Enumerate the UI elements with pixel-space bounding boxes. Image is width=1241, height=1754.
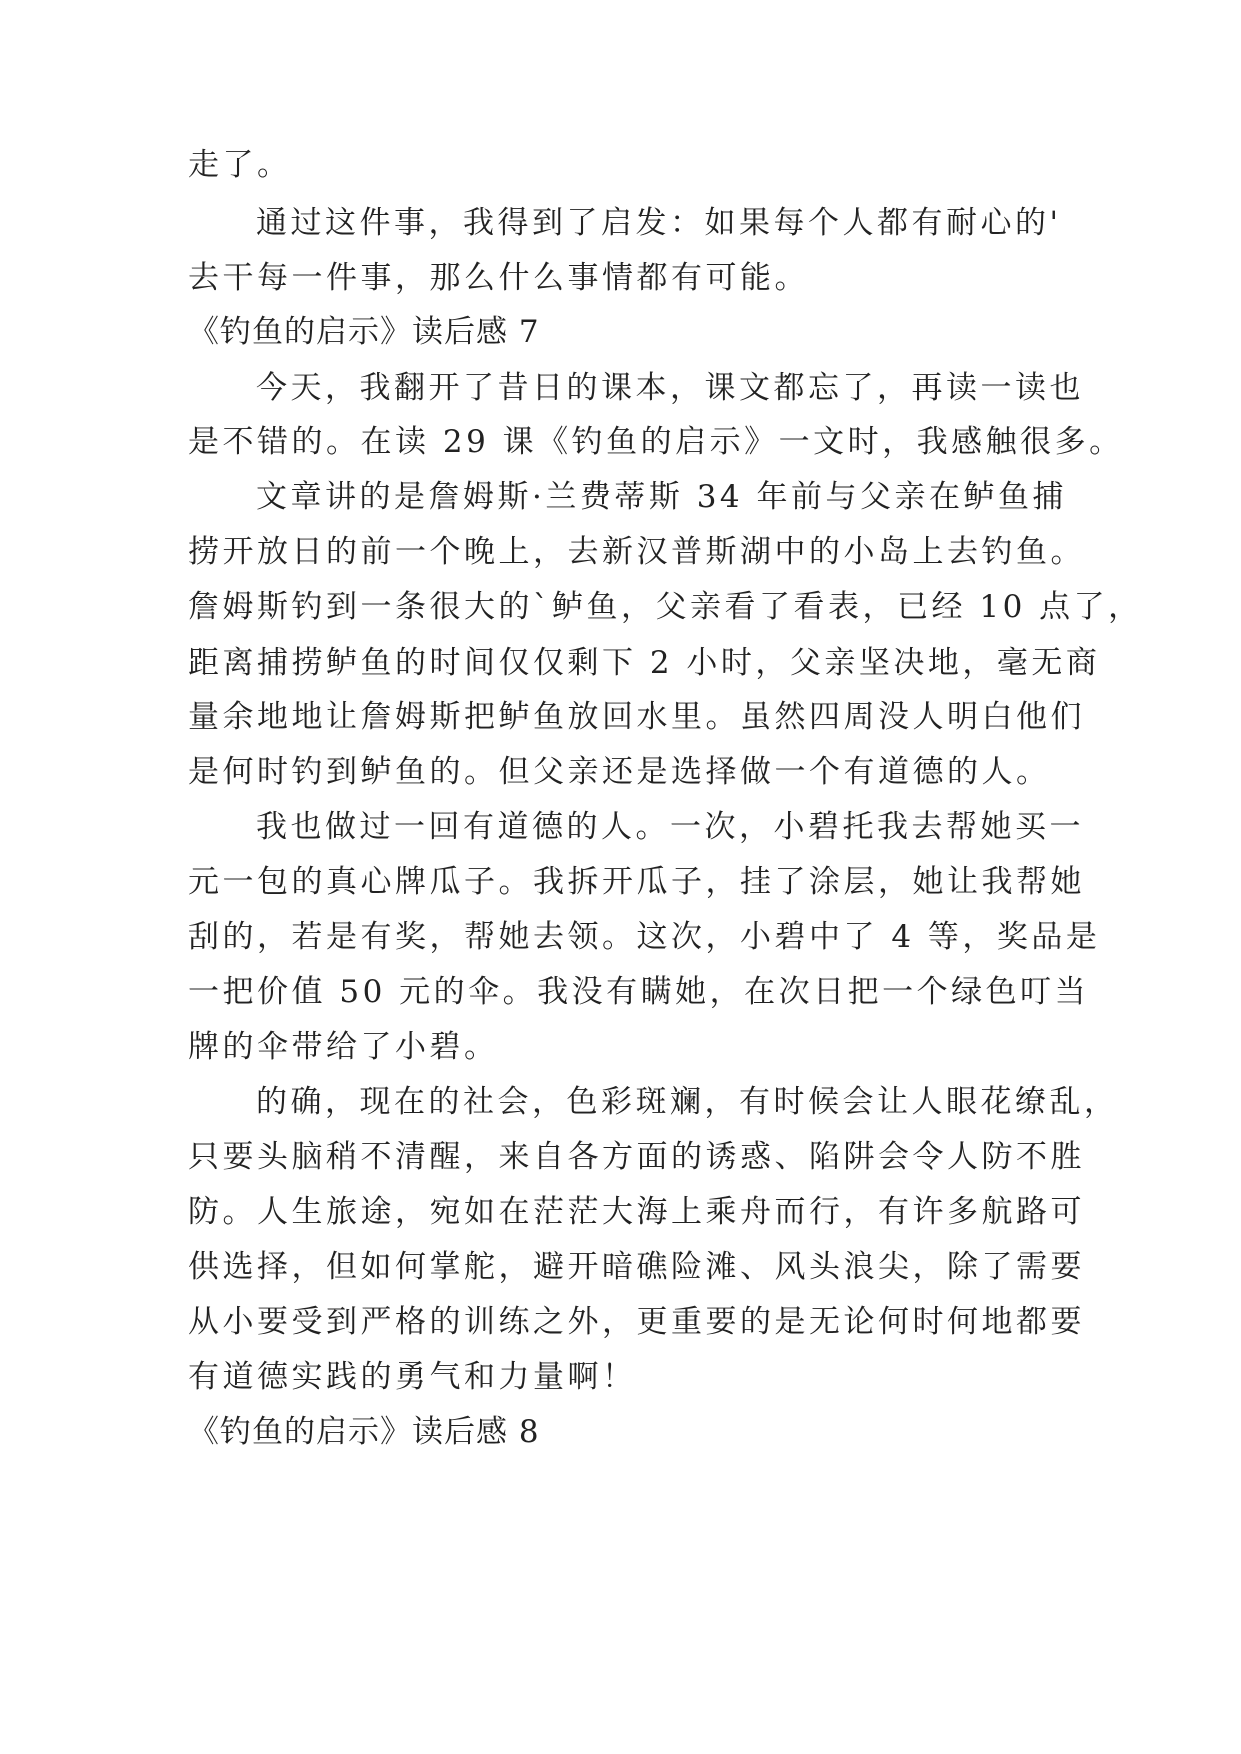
text-line: 防。人生旅途，宛如在茫茫大海上乘舟而行，有许多航路可 <box>188 1194 1085 1230</box>
text-line: 去干每一件事，那么什么事情都有可能。 <box>188 260 809 296</box>
text-line: 从小要受到严格的训练之外，更重要的是无论何时何地都要 <box>188 1304 1085 1340</box>
section-heading: 《钓鱼的启示》读后感 7 <box>188 314 540 350</box>
section-heading: 《钓鱼的启示》读后感 8 <box>188 1414 540 1450</box>
text-line: 牌的伞带给了小碧。 <box>188 1029 499 1065</box>
text-line: 捞开放日的前一个晚上，去新汉普斯湖中的小岛上去钓鱼。 <box>188 534 1085 570</box>
text-line: 是何时钓到鲈鱼的。但父亲还是选择做一个有道德的人。 <box>188 754 1051 790</box>
text-line: 是不错的。在读 29 课《钓鱼的启示》一文时，我感触很多。 <box>188 424 1124 460</box>
text-line: 供选择，但如何掌舵，避开暗礁险滩、风头浪尖，除了需要 <box>188 1249 1085 1285</box>
paragraph-first-line: 的确，现在的社会，色彩斑斓，有时候会让人眼花缭乱， <box>256 1084 1119 1120</box>
text-line: 一把价值 50 元的伞。我没有瞒她，在次日把一个绿色叮当 <box>188 974 1090 1010</box>
text-line: 刮的，若是有奖，帮她去领。这次，小碧中了 4 等，奖品是 <box>188 919 1101 955</box>
text-line: 只要头脑稍不清醒，来自各方面的诱惑、陷阱会令人防不胜 <box>188 1139 1085 1175</box>
paragraph-first-line: 文章讲的是詹姆斯·兰费蒂斯 34 年前与父亲在鲈鱼捕 <box>256 479 1068 515</box>
text-line: 元一包的真心牌瓜子。我拆开瓜子，挂了涂层，她让我帮她 <box>188 864 1085 900</box>
text-line: 詹姆斯钓到一条很大的`鲈鱼，父亲看了看表，已经 10 点了， <box>188 589 1143 625</box>
text-line: 走了。 <box>188 147 292 183</box>
paragraph-first-line: 我也做过一回有道德的人。一次，小碧托我去帮她买一 <box>256 809 1084 845</box>
text-line: 有道德实践的勇气和力量啊！ <box>188 1359 637 1395</box>
text-line: 量余地地让詹姆斯把鲈鱼放回水里。虽然四周没人明白他们 <box>188 699 1085 735</box>
paragraph-first-line: 今天，我翻开了昔日的课本，课文都忘了，再读一读也 <box>256 370 1084 406</box>
text-line: 距离捕捞鲈鱼的时间仅仅剩下 2 小时，父亲坚决地，毫无商 <box>188 645 1101 681</box>
paragraph-first-line: 通过这件事，我得到了启发：如果每个人都有耐心的' <box>256 205 1062 241</box>
